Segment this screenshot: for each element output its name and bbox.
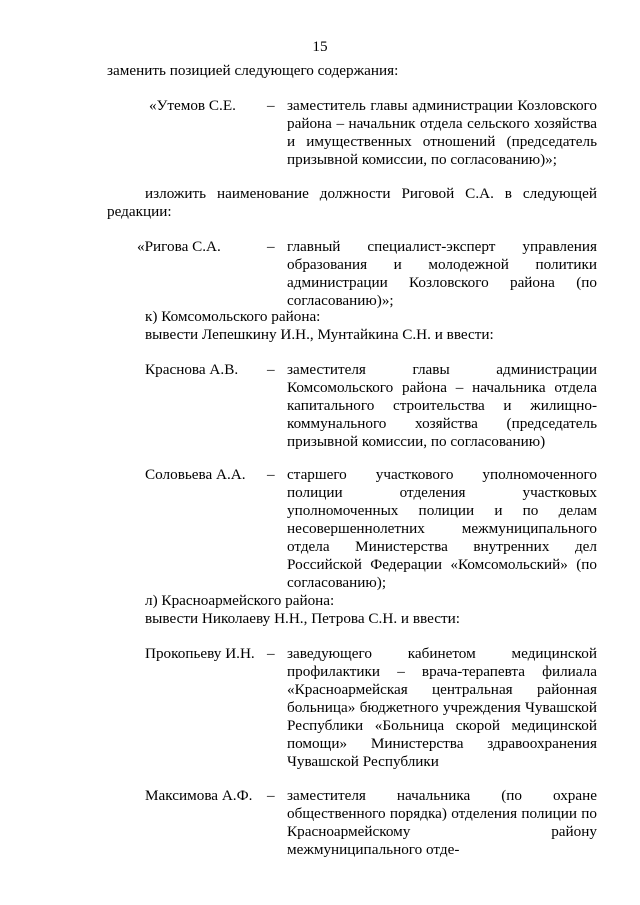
entry-name: Прокопьеву И.Н. xyxy=(145,645,255,662)
entry-dash: – xyxy=(267,238,275,255)
entry-name: «Утемов С.Е. xyxy=(149,97,236,114)
entry-name: «Ригова С.А. xyxy=(137,238,221,255)
entry-name: Соловьева А.А. xyxy=(145,466,246,483)
entry-position: заместителя начальника (по охране общественного порядка) отделения полиции по Красноармейскому району межмуниципального отде- xyxy=(287,787,597,858)
section-remove-l: вывести Николаеву Н.Н., Петрова С.Н. и ввести: xyxy=(145,610,460,627)
entry-dash: – xyxy=(267,645,275,662)
entry-name: Краснова А.В. xyxy=(145,361,239,378)
entry-dash: – xyxy=(267,97,275,114)
entry-position: заведующего кабинетом медицинской профилактики – врача-терапевта филиала «Красноармейская центральная районная больница» бюджетного учреждения Чувашской Республики «Больница скорой медицинской помощи» Министерства здравоохранения Чувашской Республики xyxy=(287,645,597,770)
entry-position: старшего участкового уполномоченного полиции отделения участковых уполномоченных полиции и по делам несовершеннолетних межмуниципального отдела Министерства внутренних дел Российской Федерации «Комсомольский» (по согласованию); xyxy=(287,466,597,591)
entry-name: Максимова А.Ф. xyxy=(145,787,253,804)
section-heading-k: к) Комсомольского района: xyxy=(145,308,321,325)
entry-position: заместитель главы администрации Козловского района – начальник отдела сельского хозяйства и имущественных отношений (председатель призывной комиссии, по согласованию)»; xyxy=(287,97,597,168)
paragraph-replace-position: заменить позицией следующего содержания: xyxy=(107,62,399,79)
entry-position: заместителя главы администрации Комсомольского района – начальника отдела капитального строительства и жилищно-коммунального хозяйства (председатель призывной комиссии, по согласованию) xyxy=(287,361,597,450)
section-heading-l: л) Красноармейского района: xyxy=(145,592,335,609)
entry-dash: – xyxy=(267,787,275,804)
entry-dash: – xyxy=(267,361,275,378)
section-remove-k: вывести Лепешкину И.Н., Мунтайкина С.Н. и ввести: xyxy=(145,326,494,343)
entry-position: главный специалист-эксперт управления образования и молодежной политики администрации Козловского района (по согласованию)»; xyxy=(287,238,597,309)
page-number: 15 xyxy=(312,38,328,55)
entry-dash: – xyxy=(267,466,275,483)
paragraph-rename-position: изложить наименование должности Риговой С.А. в следующей редакции: xyxy=(107,185,597,220)
